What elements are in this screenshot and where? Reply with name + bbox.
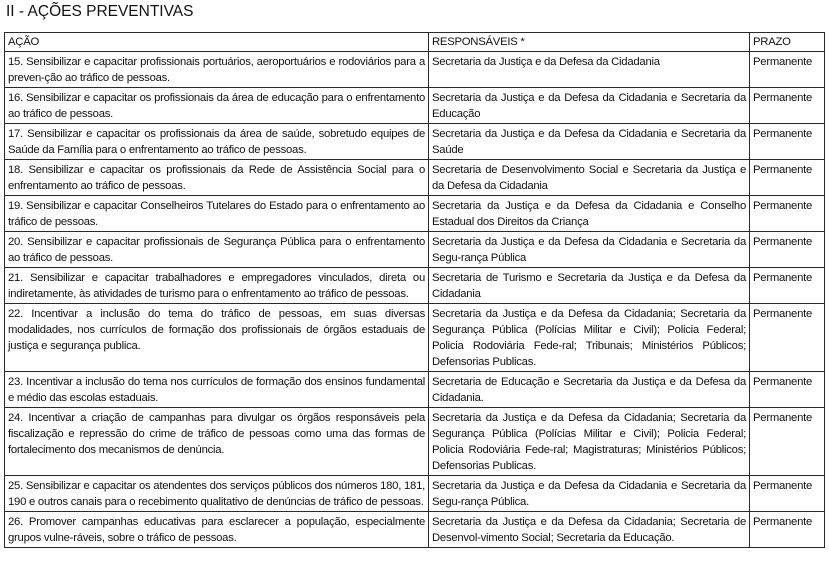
cell-acao: 17. Sensibilizar e capacitar os profissionais da área de saúde, sobretudo equipes de Saúde da Família para o enfrentamento ao tráfico de pessoas. [5,124,429,160]
cell-responsaveis: Secretaria da Justiça e da Defesa da Cidadania e Secretaria da Saúde [429,124,750,160]
cell-prazo: Permanente [750,372,825,408]
cell-prazo: Permanente [750,304,825,372]
table-row [5,232,825,268]
cell-prazo: Permanente [750,196,825,232]
cell-acao: 23. Incentivar a inclusão do tema nos currículos de formação dos ensinos fundamental e médio das escolas estaduais. [5,372,429,408]
column-header-acao: AÇÃO [5,33,429,52]
cell-prazo: Permanente [750,268,825,304]
cell-acao: 15. Sensibilizar e capacitar profissionais portuários, aeroportuários e rodoviários para a preven-ção ao tráfico de pessoas. [5,52,429,88]
cell-responsaveis: Secretaria de Educação e Secretaria da Justiça e da Defesa da Cidadania. [429,372,750,408]
table-row [5,124,825,160]
cell-responsaveis: Secretaria da Justiça e da Defesa da Cidadania; Secretaria da Segurança Pública (Polícias Militar e Civil); Policia Federal; Policia Rodoviária Fede-ral; Magistraturas; Ministérios Públicos; Defensorias Publicas. [429,408,750,476]
cell-responsaveis: Secretaria da Justiça e da Defesa da Cidadania e Secretaria da Segu-rança Pública. [429,476,750,512]
cell-responsaveis: Secretaria da Justiça e da Defesa da Cidadania [429,52,750,88]
cell-responsaveis: Secretaria da Justiça e da Defesa da Cidadania; Secretaria da Segurança Pública (Polícias Militar e Civil); Policia Federal; Policia Rodoviária Fede-ral; Tribunais; Ministérios Públicos; Defensorias Publicas. [429,304,750,372]
cell-prazo: Permanente [750,52,825,88]
column-header-responsaveis: RESPONSÁVEIS * [429,33,750,52]
cell-responsaveis: Secretaria da Justiça e da Defesa da Cidadania e Secretaria da Segu-rança Pública [429,232,750,268]
cell-acao: 21. Sensibilizar e capacitar trabalhadores e empregadores vinculados, direta ou indiretamente, às atividades de turismo para o enfrentamento ao tráfico de pessoas. [5,268,429,304]
table-row [5,88,825,124]
table-header-row [5,33,825,52]
cell-acao: 22. Incentivar a inclusão do tema do tráfico de pessoas, em suas diversas modalidades, nos currículos de formação dos profissionais de órgãos estaduais de justiça e segurança publica. [5,304,429,372]
cell-prazo: Permanente [750,88,825,124]
table-row [5,372,825,408]
cell-acao: 19. Sensibilizar e capacitar Conselheiros Tutelares do Estado para o enfrentamento ao tráfico de pessoas. [5,196,429,232]
table-row [5,304,825,372]
cell-acao: 18. Sensibilizar e capacitar os profissionais da Rede de Assistência Social para o enfrentamento ao tráfico de pessoas. [5,160,429,196]
cell-acao: 26. Promover campanhas educativas para esclarecer a população, especialmente grupos vulne-ráveis, sobre o tráfico de pessoas. [5,512,429,548]
cell-acao: 25. Sensibilizar e capacitar os atendentes dos serviços públicos dos números 180, 181, 190 e outros canais para o recebimento qualitativo de denúncias de tráfico de pessoas. [5,476,429,512]
table-row [5,512,825,548]
cell-prazo: Permanente [750,408,825,476]
cell-responsaveis: Secretaria da Justiça e da Defesa da Cidadania; Secretaria de Desenvol-vimento Social; Secretaria da Educação. [429,512,750,548]
cell-responsaveis: Secretaria de Desenvolvimento Social e Secretaria da Justiça e da Defesa da Cidadania [429,160,750,196]
section-title: II - AÇÕES PREVENTIVAS [6,3,194,20]
table-row [5,476,825,512]
cell-prazo: Permanente [750,512,825,548]
table-row [5,268,825,304]
cell-acao: 20. Sensibilizar e capacitar profissionais de Segurança Pública para o enfrentamento ao tráfico de pessoas. [5,232,429,268]
cell-responsaveis: Secretaria de Turismo e Secretaria da Justiça e da Defesa da Cidadania [429,268,750,304]
table-row [5,408,825,476]
actions-table [4,32,825,548]
cell-acao: 24. Incentivar a criação de campanhas para divulgar os órgãos responsáveis pela fiscalização e repressão do crime de tráfico de pessoas como uma das formas de fortalecimento dos mecanismos de denúncia. [5,408,429,476]
table-row [5,52,825,88]
table-row [5,160,825,196]
column-header-prazo: PRAZO [750,33,825,52]
cell-acao: 16. Sensibilizar e capacitar os profissionais da área de educação para o enfrentamento ao tráfico de pessoas. [5,88,429,124]
cell-prazo: Permanente [750,232,825,268]
table-row [5,196,825,232]
cell-prazo: Permanente [750,124,825,160]
cell-responsaveis: Secretaria da Justiça e da Defesa da Cidadania e Secretaria da Educação [429,88,750,124]
cell-prazo: Permanente [750,476,825,512]
cell-responsaveis: Secretaria da Justiça e da Defesa da Cidadania e Conselho Estadual dos Direitos da Criança [429,196,750,232]
cell-prazo: Permanente [750,160,825,196]
